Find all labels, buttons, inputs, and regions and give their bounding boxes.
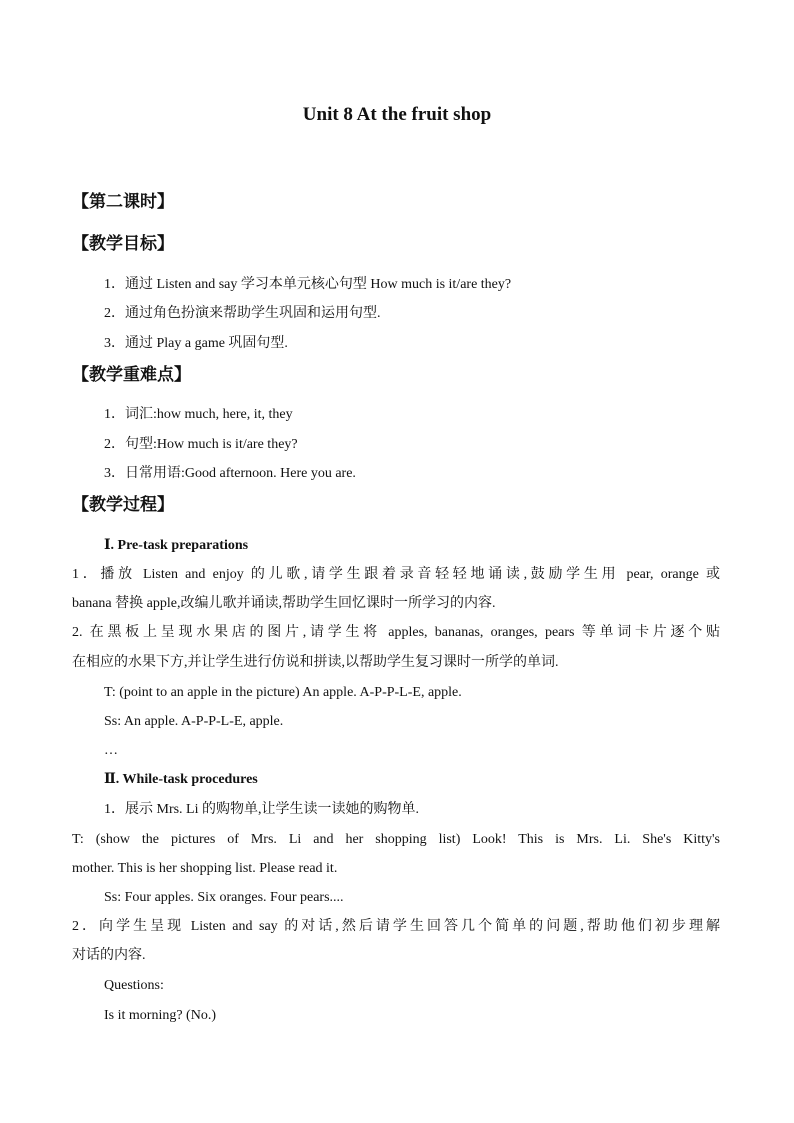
- question-item: Is it morning? (No.): [104, 1008, 216, 1023]
- paragraph-line: 2. 在黑板上呈现水果店的图片,请学生将 apples, bananas, oranges, pears 等单词卡片逐个贴: [72, 625, 720, 640]
- paragraph-line: 2．向学生呈现 Listen and say 的对话,然后请学生回答几个简单的问题,帮助他们初步理解: [72, 919, 720, 934]
- paragraph-line: 1．展示 Mrs. Li 的购物单,让学生读一读她的购物单.: [104, 802, 419, 817]
- key-point-item: 3．日常用语:Good afternoon. Here you are.: [104, 466, 356, 481]
- objective-item: 2．通过角色扮演来帮助学生巩固和运用句型.: [104, 306, 381, 321]
- paragraph-line: 对话的内容.: [72, 948, 146, 963]
- objective-item: 3．通过 Play a game 巩固句型.: [104, 336, 288, 351]
- section-title: Ⅰ. Pre-task preparations: [104, 538, 249, 553]
- objective-item: 1．通过 Listen and say 学习本单元核心句型 How much is it/are they?: [104, 277, 512, 292]
- document-title: Unit 8 At the fruit shop: [302, 104, 492, 125]
- key-point-item: 2．句型:How much is it/are they?: [104, 437, 298, 452]
- paragraph-line: banana 替换 apple,改编儿歌并诵读,帮助学生回忆课时一所学习的内容.: [72, 596, 496, 611]
- dialogue-line: mother. This is her shopping list. Please read it.: [72, 861, 338, 876]
- paragraph-line: 在相应的水果下方,并让学生进行仿说和拼读,以帮助学生复习课时一所学的单词.: [72, 655, 559, 670]
- key-points-heading: 【教学重难点】: [72, 365, 191, 385]
- dialogue-line: Ss: Four apples. Six oranges. Four pears....: [104, 890, 344, 905]
- paragraph-line: 1．播放 Listen and enjoy 的儿歌,请学生跟着录音轻轻地诵读,鼓励学生用 pear, orange 或: [72, 567, 720, 582]
- dialogue-line: T: (point to an apple in the picture) An apple. A-P-P-L-E, apple.: [104, 685, 462, 700]
- dialogue-line: T: (show the pictures of Mrs. Li and her shopping list) Look! This is Mrs. Li. She's Kitty's: [72, 832, 720, 847]
- questions-label: Questions:: [104, 978, 164, 993]
- lesson-label: 【第二课时】: [72, 192, 174, 212]
- key-point-item: 1．词汇:how much, here, it, they: [104, 407, 293, 422]
- objectives-heading: 【教学目标】: [72, 234, 174, 254]
- process-heading: 【教学过程】: [72, 495, 174, 515]
- section-title: Ⅱ. While-task procedures: [104, 772, 258, 787]
- ellipsis: …: [104, 743, 118, 758]
- dialogue-line: Ss: An apple. A-P-P-L-E, apple.: [104, 714, 284, 729]
